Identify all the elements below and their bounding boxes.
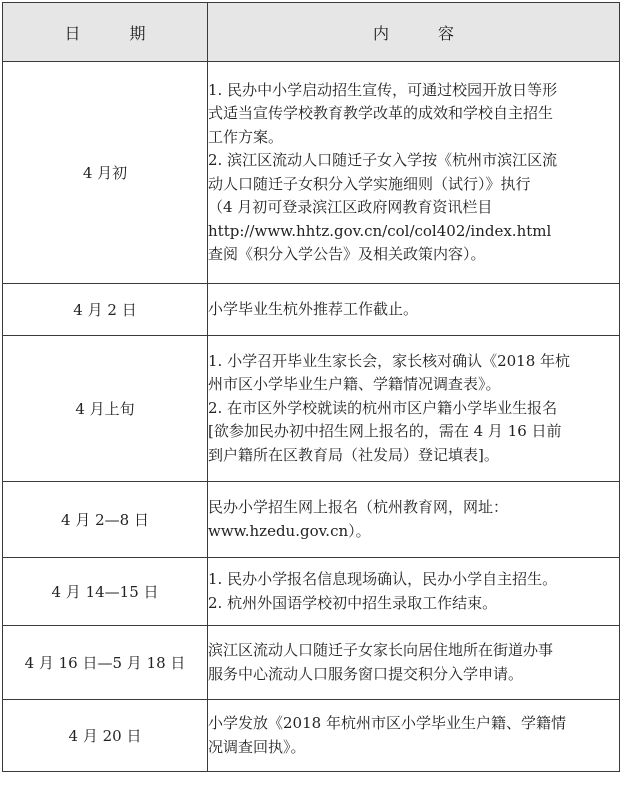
row-content xyxy=(208,626,620,700)
content-line: www.hzedu.gov.cn）。 xyxy=(208,521,371,540)
row-content xyxy=(208,336,620,482)
content-line: 1. 民办小学报名信息现场确认，民办小学自主招生。 xyxy=(208,570,558,588)
table-row xyxy=(3,482,620,558)
schedule-table xyxy=(2,2,620,772)
table-row xyxy=(3,62,620,284)
row-date: 4 月 14—15 日 xyxy=(3,558,208,626)
row-date: 4 月 2 日 xyxy=(3,284,208,336)
content-line: 2. 在市区外学校就读的杭州市区户籍小学毕业生报名 xyxy=(208,398,558,417)
table-row xyxy=(3,336,620,482)
content-line: 州市区小学毕业生户籍、学籍情况调查表》。 xyxy=(208,375,501,394)
row-content xyxy=(208,284,620,336)
header-content: 内 容 xyxy=(208,3,620,62)
content-line: 1. 小学召开毕业生家长会，家长核对确认《2018 年杭 xyxy=(208,351,571,370)
header-date: 日 期 xyxy=(3,3,208,62)
content-line: 服务中心流动人口服务窗口提交积分入学申请。 xyxy=(208,664,524,683)
row-date: 4 月上旬 xyxy=(3,336,208,482)
table-row xyxy=(3,558,620,626)
content-line: 滨江区流动人口随迁子女家长向居住地所在街道办事 xyxy=(208,641,554,659)
table-row xyxy=(3,700,620,772)
content-line: http://www.hhtz.gov.cn/col/col402/index.html xyxy=(208,221,552,240)
row-date: 4 月初 xyxy=(3,62,208,284)
header-row xyxy=(3,3,620,62)
content-line: 2. 滨江区流动人口随迁子女入学按《杭州市滨江区流 xyxy=(208,151,558,169)
content-line: 动人口随迁子女积分入学实施细则（试行）》执行 xyxy=(208,174,531,193)
content-line: 小学发放《2018 年杭州市区小学毕业生户籍、学籍情 xyxy=(208,714,566,732)
content-line: 到户籍所在区教育局（社发局）登记填表]。 xyxy=(208,445,499,464)
content-line: 小学毕业生杭外推荐工作截止。 xyxy=(208,299,419,318)
content-line: 1. 民办中小学启动招生宣传，可通过校园开放日等形 xyxy=(208,80,558,99)
content-line: 式适当宣传学校教育教学改革的成效和学校自主招生 xyxy=(208,104,554,122)
row-date: 4 月 20 日 xyxy=(3,700,208,772)
row-content xyxy=(208,700,620,772)
content-line: 民办小学招生网上报名（杭州教育网，网址： xyxy=(208,498,509,516)
content-line: [欲参加民办初中招生网上报名的，需在 4 月 16 日前 xyxy=(208,422,562,441)
row-content xyxy=(208,482,620,558)
table-row xyxy=(3,284,620,336)
content-line: 2. 杭州外国语学校初中招生录取工作结束。 xyxy=(208,593,498,612)
content-line: 工作方案。 xyxy=(208,127,284,146)
row-content xyxy=(208,62,620,284)
row-date: 4 月 16 日—5 月 18 日 xyxy=(3,626,208,700)
table-row xyxy=(3,626,620,700)
content-line: （4 月初可登录滨江区政府网教育资讯栏目 xyxy=(208,198,493,216)
row-content xyxy=(208,558,620,626)
row-date: 4 月 2—8 日 xyxy=(3,482,208,558)
content-line: 查阅《积分入学公告》及相关政策内容）。 xyxy=(208,245,486,263)
content-line: 况调查回执》。 xyxy=(208,737,306,756)
